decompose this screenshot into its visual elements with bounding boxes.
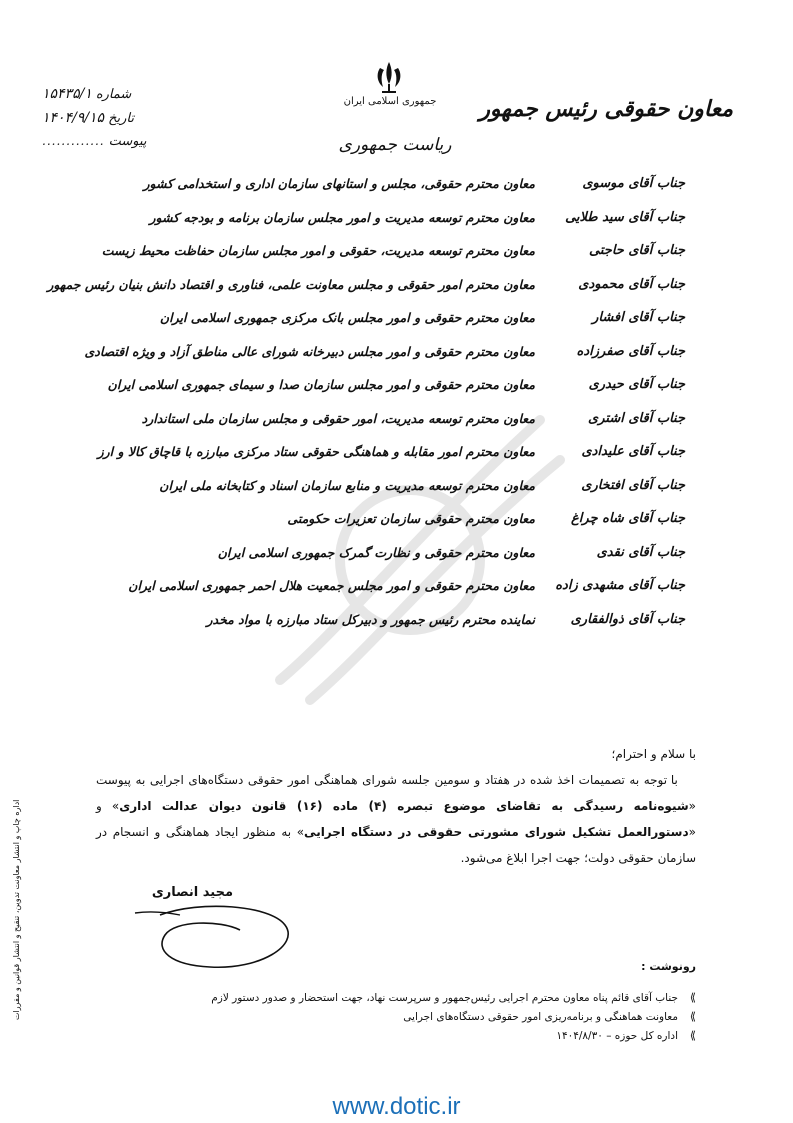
recipient-row xyxy=(128,569,685,603)
recipient-row xyxy=(150,603,685,637)
recipient-name: جناب آقای نقدی xyxy=(596,544,685,560)
recipient-name: جناب آقای موسوی xyxy=(582,176,685,192)
body-text-c: » و « xyxy=(96,799,696,839)
recipient-title: معاون محترم حقوقی و امور مجلس جمعیت هلال احمر جمهوری اسلامی ایران xyxy=(128,578,535,594)
recipient-row xyxy=(141,402,685,436)
meta-attachment-value: ............. xyxy=(42,134,105,148)
emblem-caption: جمهوری اسلامی ایران xyxy=(343,96,437,107)
signatory-name: مجید انصاری xyxy=(151,885,233,900)
meta-attachment-row xyxy=(42,134,192,158)
recipient-title: معاون محترم توسعه مدیریت، حقوقی و امور مجلس سازمان حفاظت محیط زیست xyxy=(101,243,535,259)
recipient-row xyxy=(47,268,685,302)
recipients-list xyxy=(47,167,685,636)
cc-list xyxy=(46,988,696,1045)
recipient-row xyxy=(107,368,685,402)
meta-date-row xyxy=(42,110,192,134)
recipient-name: جناب آقای سید طلایی xyxy=(565,209,685,225)
cc-item xyxy=(46,988,696,1007)
body-paragraph xyxy=(96,767,696,871)
margin-note: اداره چاپ و انتشار معاونت تدوین، تنقیح و انتشار قوانین و مقررات xyxy=(12,799,21,1020)
cc-bullet-icon: ⟫ xyxy=(689,1010,696,1023)
recipient-row xyxy=(150,469,685,503)
recipient-name: جناب آقای افشار xyxy=(592,310,685,326)
cc-item-text: اداره کل حوزه – ۱۴۰۴/۸/۳۰ xyxy=(556,1029,678,1042)
recipient-row xyxy=(143,167,685,201)
meta-number-value: ۱۵۴۳۵/۱ xyxy=(42,86,92,102)
body-text-e: » به منظور ایجاد هماهنگی و انسجام در سازمان حقوقی دولت؛ جهت اجرا ابلاغ می‌شود. xyxy=(96,825,696,865)
recipient-title: معاون محترم امور مقابله و هماهنگی حقوقی ستاد مرکزی مبارزه با قاچاق کالا و ارز xyxy=(97,444,535,460)
recipient-title: معاون محترم حقوقی و امور مجلس دبیرخانه شورای عالی مناطق آزاد و ویژه اقتصادی xyxy=(84,343,535,359)
meta-date-value: ۱۴۰۴/۹/۱۵ xyxy=(42,110,105,126)
recipient-name: جناب آقای اشتری xyxy=(588,410,685,426)
meta-attachment-label: پیوست xyxy=(108,134,147,149)
recipient-row xyxy=(150,502,685,536)
recipient-name: جناب آقای محمودی xyxy=(578,276,685,292)
recipient-row xyxy=(150,536,685,570)
letter-body xyxy=(96,741,696,871)
presidency-title: ریاست جمهوری xyxy=(338,135,452,155)
recipient-title: معاون محترم حقوقی سازمان تعزیرات حکومتی xyxy=(287,511,535,527)
cc-item xyxy=(46,1026,696,1045)
recipient-name: جناب آقای مشهدی زاده xyxy=(555,578,685,594)
recipient-row xyxy=(101,234,685,268)
office-title: معاون حقوقی رئیس جمهور xyxy=(479,96,733,122)
meta-date-label: تاریخ xyxy=(108,111,134,126)
recipient-row xyxy=(150,301,685,335)
meta-number-label: شماره xyxy=(95,87,132,102)
cc-title: رونوشت : xyxy=(641,960,696,973)
recipient-name: جناب آقای حاجتی xyxy=(589,243,685,259)
recipient-name: جناب آقای صفرزاده xyxy=(576,343,685,359)
instruction-title: دستورالعمل تشکیل شورای مشورتی حقوقی در دستگاه اجرایی xyxy=(304,825,689,839)
recipient-title: معاون محترم حقوقی و امور مجلس سازمان صدا و سیمای جمهوری اسلامی ایران xyxy=(107,377,535,393)
recipient-title: معاون محترم توسعه مدیریت، امور حقوقی و مجلس سازمان ملی استاندارد xyxy=(141,410,535,426)
guideline-title: شیوه‌نامه رسیدگی به تقاضای موضوع تبصره (۴) ماده (۱۶) قانون دیوان عدالت اداری xyxy=(119,799,689,813)
recipient-row xyxy=(97,435,685,469)
cc-item-text: معاونت هماهنگی و برنامه‌ریزی امور حقوقی دستگاه‌های اجرایی xyxy=(403,1010,678,1023)
recipient-row xyxy=(150,201,685,235)
recipient-title: نماینده محترم رئیس جمهور و دبیرکل ستاد مبارزه با مواد مخدر xyxy=(206,611,535,627)
handwritten-signature xyxy=(120,885,310,975)
letter-meta xyxy=(42,86,192,158)
recipient-title: معاون محترم حقوقی و نظارت گمرک جمهوری اسلامی ایران xyxy=(217,544,535,560)
recipient-title: معاون محترم حقوقی و امور مجلس بانک مرکزی جمهوری اسلامی ایران xyxy=(159,310,535,326)
footer-url-link[interactable]: www.dotic.ir xyxy=(332,1093,461,1120)
recipient-name: جناب آقای علیدادی xyxy=(581,444,685,460)
recipient-title: معاون محترم حقوقی، مجلس و استانهای سازمان اداری و استخدامی کشور xyxy=(143,176,535,192)
recipient-name: جناب آقای حیدری xyxy=(588,377,685,393)
recipient-title: معاون محترم توسعه مدیریت و منابع سازمان اسناد و کتابخانه ملی ایران xyxy=(159,477,535,493)
recipient-name: جناب آقای افتخاری xyxy=(581,477,685,493)
body-text-a: با توجه به تصمیمات اخذ شده در هفتاد و سومین جلسه شورای هماهنگی امور حقوقی دستگاه‌های اجرایی به پیوست « xyxy=(96,773,696,813)
cc-item xyxy=(46,1007,696,1026)
cc-item-text: جناب آقای قائم پناه معاون محترم اجرایی رئیس‌جمهور و سرپرست نهاد، جهت استحضار و صدور دستور لازم xyxy=(211,991,678,1004)
meta-number-row xyxy=(42,86,192,110)
iran-emblem-icon xyxy=(368,58,410,98)
cc-bullet-icon: ⟫ xyxy=(689,1029,696,1042)
recipient-row xyxy=(84,335,685,369)
recipient-name: جناب آقای ذوالفقاری xyxy=(570,611,685,627)
recipient-title: معاون محترم توسعه مدیریت و امور مجلس سازمان برنامه و بودجه کشور xyxy=(149,209,535,225)
recipient-title: معاون محترم امور حقوقی و مجلس معاونت علمی، فناوری و اقتصاد دانش بنیان رئیس جمهور xyxy=(47,276,535,292)
recipient-name: جناب آقای شاه چراغ xyxy=(571,511,685,527)
greeting: با سلام و احترام؛ xyxy=(611,747,696,761)
cc-bullet-icon: ⟫ xyxy=(689,991,696,1004)
